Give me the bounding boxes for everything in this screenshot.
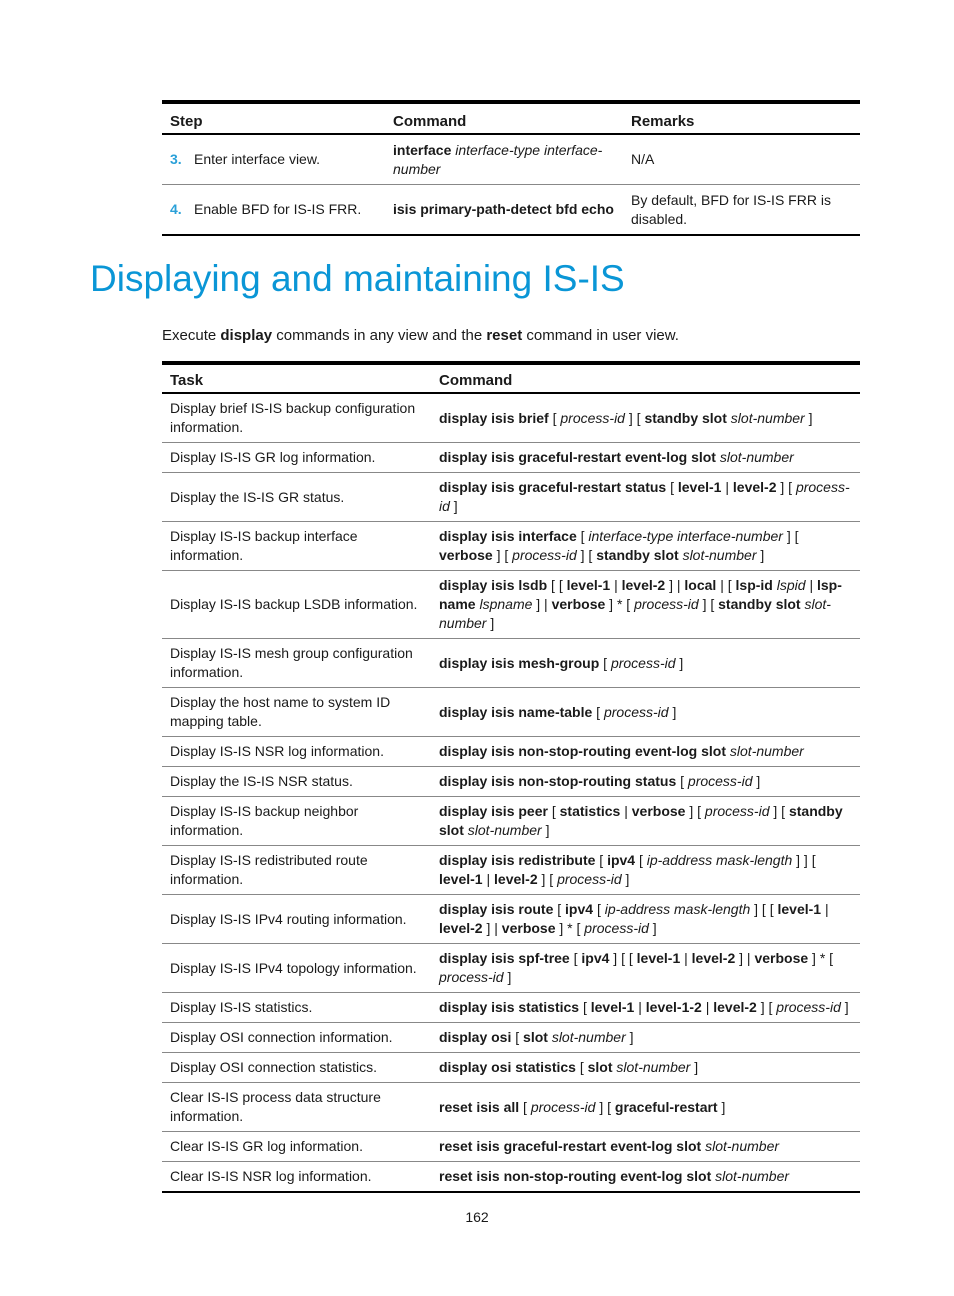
text-run: [ — [595, 852, 608, 868]
keyword: ipv4 — [607, 852, 636, 868]
table-row — [162, 1132, 860, 1162]
text-run: ] [ [ — [609, 950, 637, 966]
text-run: ] — [621, 871, 630, 887]
task-table-header — [162, 363, 860, 393]
text-run: [ — [569, 950, 582, 966]
keyword: reset — [486, 327, 523, 344]
command-cell — [431, 993, 860, 1023]
text-run: ] ] [ — [792, 852, 816, 868]
argument: process-id — [584, 920, 649, 936]
steps-table — [162, 100, 860, 236]
argument: interface-type interface-number — [393, 141, 603, 177]
remarks-cell: By default, BFD for IS-IS FRR is disabled. — [631, 191, 831, 227]
step-number: 3. — [170, 151, 182, 167]
task-cell: Display brief IS-IS backup configuration information. — [162, 393, 431, 443]
argument: lspname — [479, 596, 533, 612]
command-cell — [385, 134, 623, 185]
command-cell — [431, 1132, 860, 1162]
argument: slot-number — [729, 743, 804, 759]
text-run: ] [ — [576, 547, 597, 563]
command-cell — [431, 1083, 860, 1132]
text-run: | [ — [716, 577, 736, 593]
keyword: display isis non-stop-routing event-log slot — [439, 743, 727, 759]
keyword: level-1 — [677, 479, 722, 495]
text-run: ] — [648, 920, 657, 936]
text-run: ] — [541, 822, 550, 838]
command-cell — [431, 443, 860, 473]
command-cell — [431, 688, 860, 737]
table-row — [162, 185, 860, 236]
keyword: level-2 — [691, 950, 736, 966]
argument: lspid — [776, 577, 806, 593]
text-run: ] [ — [756, 999, 777, 1015]
text-run: ] * [ — [605, 596, 635, 612]
text-run: ] — [486, 615, 495, 631]
keyword: verbose — [754, 950, 809, 966]
text-run: ] * [ — [555, 920, 585, 936]
table-row — [162, 797, 860, 846]
keyword: reset isis non-stop-routing event-log slot — [439, 1168, 712, 1184]
task-cell: Display IS-IS backup interface information. — [162, 522, 431, 571]
task-cell: Display IS-IS NSR log information. — [162, 737, 431, 767]
argument: process-id — [687, 773, 753, 789]
text-run: [ [ — [547, 577, 567, 593]
argument: slot-number — [467, 822, 542, 838]
argument: process-id — [557, 871, 622, 887]
table-row — [162, 443, 860, 473]
steps-table-header — [162, 102, 860, 134]
keyword: display isis mesh-group — [439, 654, 600, 671]
keyword: standby slot — [439, 803, 843, 838]
keyword: display isis interface — [439, 528, 577, 544]
text-run: | — [482, 871, 495, 887]
argument: process-id — [530, 1098, 596, 1115]
remarks-cell: N/A — [623, 134, 860, 185]
keyword: level-2 — [732, 479, 777, 495]
keyword: display isis lsdb — [439, 577, 548, 593]
keyword: level-1 — [566, 577, 611, 593]
argument: process-id — [603, 703, 669, 720]
keyword: interface — [393, 141, 452, 158]
text-run: ] [ — [685, 803, 705, 819]
text-run: [ — [635, 852, 647, 868]
keyword: standby slot — [596, 547, 679, 563]
argument: ip-address mask-length — [604, 901, 751, 917]
task-cell: Display IS-IS mesh group configuration information. — [162, 639, 431, 688]
text-run: ] | — [665, 577, 685, 593]
keyword: display isis non-stop-routing status — [439, 773, 677, 789]
command-cell — [431, 846, 860, 895]
command-cell — [431, 895, 860, 944]
argument: process-id — [512, 547, 577, 563]
keyword: verbose — [631, 803, 686, 819]
text-run: ] [ — [782, 528, 799, 544]
table-row — [162, 993, 860, 1023]
keyword: lsp-id — [735, 577, 773, 593]
task-cell: Display IS-IS backup neighbor information. — [162, 797, 431, 846]
command-cell — [431, 639, 860, 688]
keyword: local — [684, 577, 717, 593]
text-run: ] — [675, 654, 684, 671]
text-run: command in user view. — [522, 327, 679, 344]
keyword: standby slot — [718, 596, 801, 612]
section-heading: Displaying and maintaining IS-IS — [90, 258, 625, 299]
steps-header-step: Step — [162, 102, 385, 134]
argument: process-id — [439, 969, 504, 985]
keyword: verbose — [501, 920, 556, 936]
keyword: slot — [523, 1029, 548, 1045]
text-run: | — [821, 901, 829, 917]
text-run: ] | — [532, 596, 552, 612]
keyword: verbose — [551, 596, 606, 612]
keyword: level-1 — [439, 871, 483, 887]
step-text: Enable BFD for IS-IS FRR. — [194, 201, 362, 217]
text-run: ] [ [ — [750, 901, 778, 917]
step-number: 4. — [170, 201, 182, 217]
argument: interface-type interface-number — [588, 528, 783, 544]
text-run: | — [805, 577, 817, 593]
step-cell — [162, 134, 385, 185]
task-header-command: Command — [431, 363, 860, 393]
argument: slot-number — [719, 449, 794, 465]
task-cell: Display IS-IS IPv4 routing information. — [162, 895, 431, 944]
intro-paragraph — [162, 326, 679, 346]
text-run: ] — [840, 999, 849, 1015]
keyword: level-1-2 — [645, 999, 702, 1015]
argument: slot-number — [705, 1138, 780, 1154]
command-cell — [431, 1162, 860, 1193]
text-run: ] — [503, 969, 512, 985]
keyword: slot — [587, 1059, 613, 1075]
task-cell: Display IS-IS IPv4 topology information. — [162, 944, 431, 993]
task-cell: Display the host name to system ID mapping table. — [162, 688, 431, 737]
text-run: ] [ — [537, 871, 558, 887]
keyword: display osi — [439, 1029, 512, 1045]
page-number: 162 — [465, 1209, 489, 1225]
table-row — [162, 134, 860, 185]
table-row — [162, 737, 860, 767]
command-cell — [431, 473, 860, 522]
command-cell — [431, 737, 860, 767]
argument: slot-number — [439, 596, 831, 631]
command-cell — [385, 185, 623, 236]
task-cell: Display OSI connection information. — [162, 1023, 431, 1053]
step-cell — [162, 185, 385, 236]
text-run: | — [634, 999, 646, 1015]
text-run: [ — [592, 703, 604, 720]
keyword: display isis graceful-restart event-log slot — [439, 449, 716, 465]
steps-header-command: Command — [385, 102, 623, 134]
task-cell: Clear IS-IS GR log information. — [162, 1132, 431, 1162]
step-text: Enter interface view. — [194, 151, 321, 167]
argument: slot-number — [730, 409, 805, 426]
keyword: reset isis graceful-restart event-log slot — [439, 1138, 702, 1154]
keyword: display isis graceful-restart status — [439, 479, 667, 495]
text-run: ] [ — [624, 409, 645, 426]
task-header-task: Task — [162, 363, 431, 393]
keyword: level-1 — [636, 950, 681, 966]
table-row — [162, 944, 860, 993]
table-row — [162, 1162, 860, 1193]
text-run: [ — [553, 901, 566, 917]
keyword: display isis route — [439, 901, 554, 917]
text-run: [ — [576, 528, 589, 544]
command-cell — [431, 393, 860, 443]
task-cell: Display the IS-IS GR status. — [162, 473, 431, 522]
text-run: ] * [ — [808, 950, 834, 966]
text-run: ] [ — [776, 479, 796, 495]
text-run: | — [721, 479, 733, 495]
task-cell: Display IS-IS statistics. — [162, 993, 431, 1023]
task-cell: Clear IS-IS process data structure information. — [162, 1083, 431, 1132]
text-run: ] [ — [698, 596, 719, 612]
task-cell: Display IS-IS GR log information. — [162, 443, 431, 473]
text-run: ] — [449, 498, 458, 514]
text-run: ] | — [735, 950, 755, 966]
table-row — [162, 1053, 860, 1083]
keyword: display isis statistics — [439, 999, 580, 1015]
command-cell — [431, 767, 860, 797]
keyword: display isis spf-tree — [439, 950, 570, 966]
task-cell: Display IS-IS backup LSDB information. — [162, 571, 431, 639]
text-run: [ — [575, 1059, 588, 1075]
argument: slot-number — [551, 1029, 626, 1045]
keyword: level-2 — [713, 999, 757, 1015]
text-run: [ — [511, 1029, 524, 1045]
table-row — [162, 522, 860, 571]
text-run: ] — [804, 409, 813, 426]
keyword: isis primary-path-detect bfd echo — [393, 201, 614, 217]
text-run: [ — [599, 654, 611, 671]
text-run: ] — [717, 1098, 726, 1115]
argument: slot-number — [682, 547, 757, 563]
text-run: ] | — [482, 920, 502, 936]
keyword: display isis name-table — [439, 703, 593, 720]
steps-header-remarks: Remarks — [623, 102, 860, 134]
table-row — [162, 1023, 860, 1053]
task-cell: Clear IS-IS NSR log information. — [170, 1168, 372, 1184]
text-run: ] — [690, 1059, 699, 1075]
keyword: display isis brief — [439, 409, 549, 426]
text-run: [ — [548, 409, 561, 426]
text-run: ] [ — [492, 547, 513, 563]
table-row — [162, 767, 860, 797]
task-cell: Display IS-IS redistributed route information. — [162, 846, 431, 895]
argument: process-id — [704, 803, 770, 819]
keyword: reset isis all — [439, 1098, 520, 1115]
text-run: ] — [668, 703, 677, 720]
keyword: lsp-name — [439, 577, 842, 612]
table-row — [162, 1083, 860, 1132]
table-row — [162, 846, 860, 895]
text-run: [ — [676, 773, 688, 789]
text-run: ] — [752, 773, 761, 789]
keyword: level-2 — [621, 577, 666, 593]
command-cell — [431, 944, 860, 993]
keyword: display isis peer — [439, 803, 548, 819]
text-run: [ — [666, 479, 678, 495]
text-run: | — [680, 950, 692, 966]
keyword: level-1 — [777, 901, 822, 917]
argument: process-id — [560, 409, 625, 426]
keyword: level-2 — [439, 920, 483, 936]
keyword: level-2 — [494, 871, 538, 887]
command-cell — [431, 522, 860, 571]
command-cell — [431, 1023, 860, 1053]
text-run: ] — [756, 547, 765, 563]
text-run: | — [620, 803, 632, 819]
keyword: display — [220, 327, 273, 344]
text-run: [ — [579, 999, 591, 1015]
keyword: ipv4 — [581, 950, 610, 966]
text-run: [ — [547, 803, 560, 819]
text-run: ] [ — [595, 1098, 615, 1115]
table-row — [162, 473, 860, 522]
keyword: display osi statistics — [439, 1059, 576, 1075]
text-run: commands in any view and the — [272, 327, 487, 344]
keyword: level-1 — [590, 999, 635, 1015]
text-run: [ — [519, 1098, 531, 1115]
text-run: ] [ — [769, 803, 789, 819]
table-row — [162, 571, 860, 639]
argument: process-id — [610, 654, 676, 671]
table-row — [162, 895, 860, 944]
text-run: | — [610, 577, 622, 593]
text-run: ] — [625, 1029, 634, 1045]
keyword: ipv4 — [565, 901, 594, 917]
argument: slot-number — [616, 1059, 691, 1075]
table-row — [162, 688, 860, 737]
text-run: [ — [593, 901, 605, 917]
argument: process-id — [439, 479, 850, 514]
keyword: standby slot — [644, 409, 727, 426]
keyword: verbose — [439, 547, 493, 563]
keyword: graceful-restart — [614, 1098, 718, 1115]
text-run: | — [701, 999, 714, 1015]
table-row — [162, 393, 860, 443]
task-cell: Display the IS-IS NSR status. — [162, 767, 431, 797]
task-table — [162, 361, 860, 1193]
text-run: Execute — [162, 327, 221, 344]
command-cell — [431, 571, 860, 639]
argument: slot-number — [715, 1168, 790, 1184]
command-cell — [431, 797, 860, 846]
task-cell: Display OSI connection statistics. — [162, 1053, 431, 1083]
argument: process-id — [634, 596, 699, 612]
argument: ip-address mask-length — [646, 852, 793, 868]
table-row — [162, 639, 860, 688]
keyword: display isis redistribute — [439, 852, 596, 868]
keyword: statistics — [559, 803, 621, 819]
command-cell — [431, 1053, 860, 1083]
argument: process-id — [776, 999, 841, 1015]
